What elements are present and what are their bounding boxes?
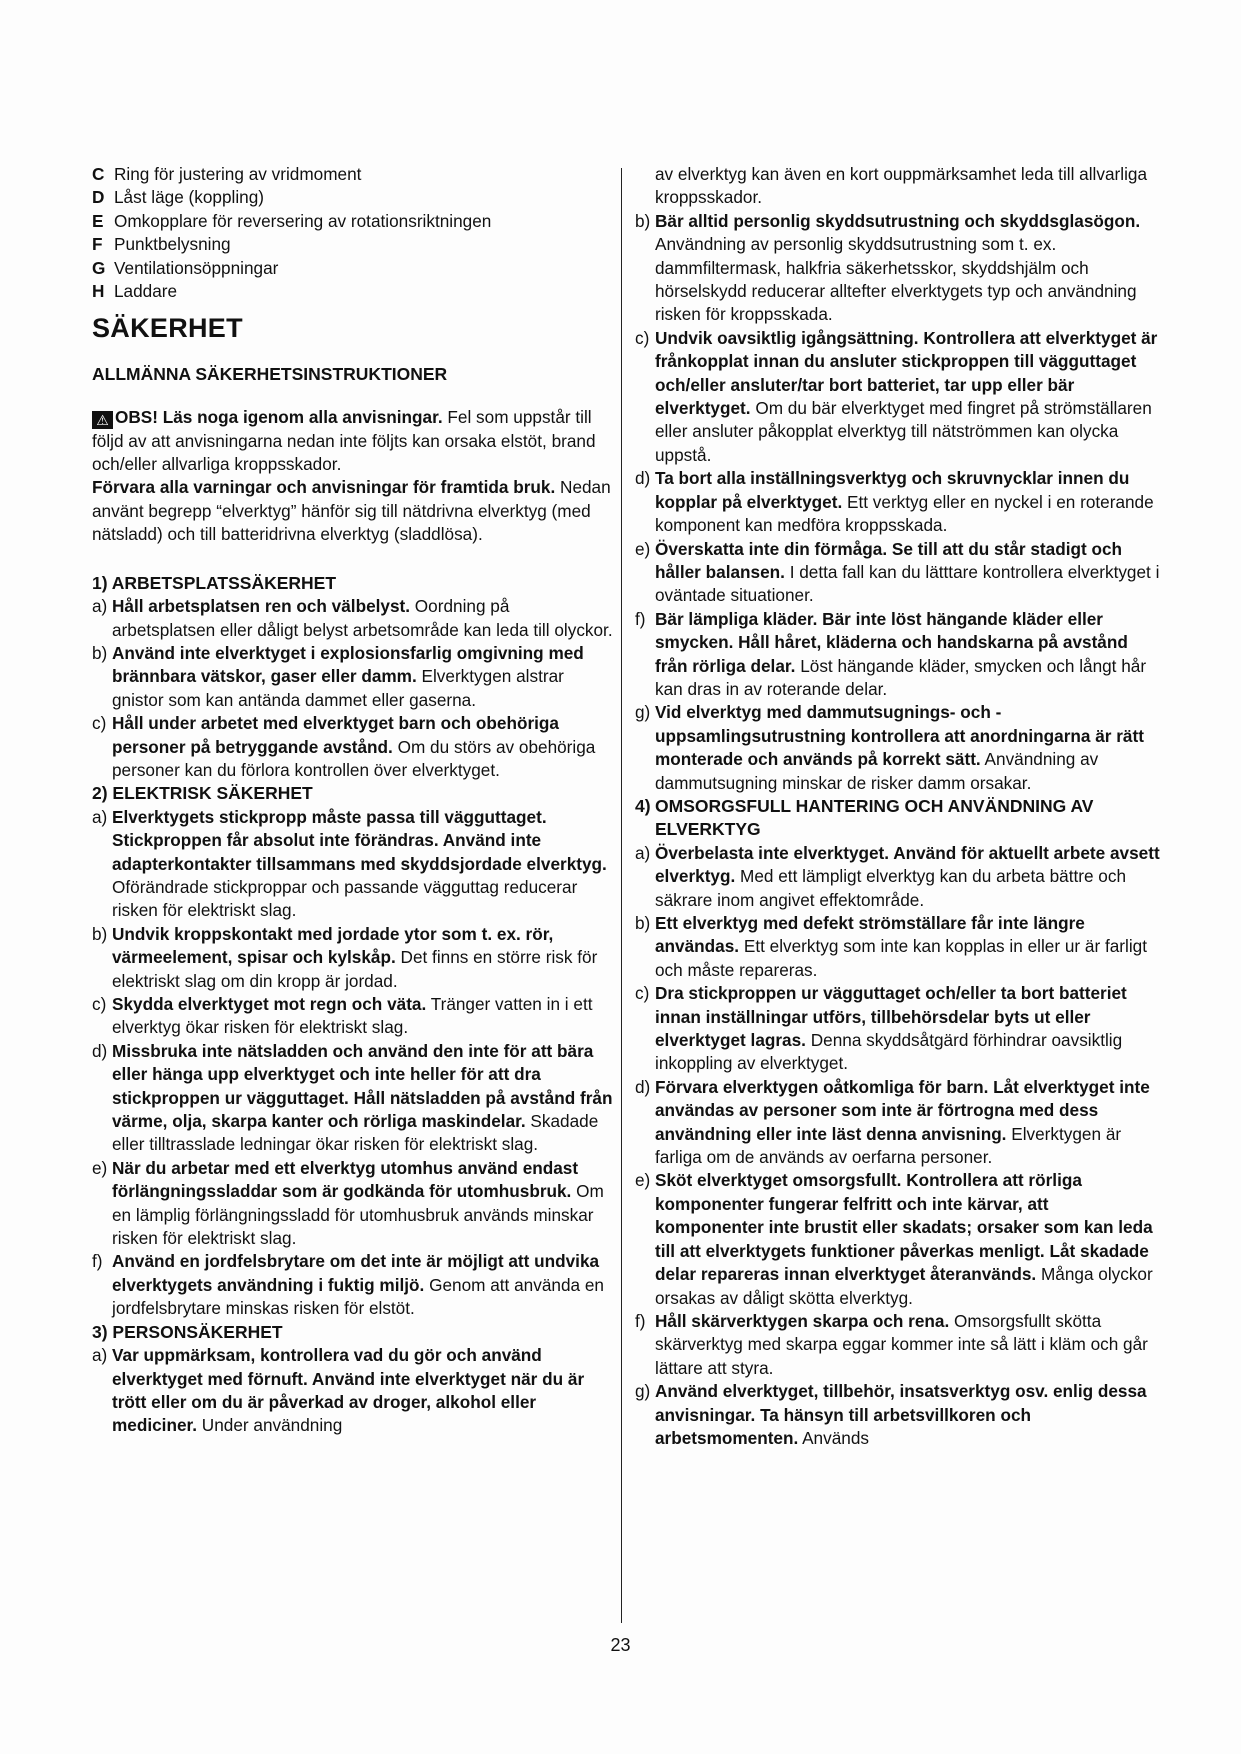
list-item [92, 233, 617, 256]
item-bold: Undvik kroppskontakt med jordade ytor som t. ex. rör, värmeelement, spisar och kylskåp. [112, 923, 554, 968]
list-item [92, 993, 617, 1040]
item-text: Oförändrade stickproppar och passande vägguttag reducerar risken för elektriskt slag. [112, 876, 578, 921]
item-bold: Elverktygets stickpropp måste passa till vägguttaget. Stickproppen får absolut inte förändras. Använd inte adapterkontakter tillsammans med skyddsjordade elverktyg. [112, 806, 607, 874]
list-item [635, 842, 1160, 912]
item-bold: Överskatta inte din förmåga. Se till att du står stadigt och håller balansen. [655, 538, 1123, 582]
part-key: E [92, 210, 104, 231]
list-item [635, 1380, 1160, 1450]
intro-paragraph [92, 406, 617, 546]
item-letter: f) [635, 608, 646, 629]
part-key: D [92, 187, 105, 208]
item-bold: Skydda elverktyget mot regn och väta. [112, 994, 427, 1014]
item-text: Ett verktyg eller en nyckel i en roterande komponent kan medföra kroppsskada. [655, 491, 1154, 536]
list-item [92, 1250, 617, 1320]
item-bold: Använd elverktyget, tillbehör, insatsverktyg osv. enlig dessa anvisningar. Ta hänsyn till arbetsvillkoren och arbetsmomenten. [655, 1381, 1147, 1448]
section-title-3: 3) PERSONSÄKERHET [92, 1321, 283, 1342]
intro-keep-bold: Förvara alla varningar och anvisningar för framtida bruk. [92, 477, 556, 498]
item-letter: d) [635, 1076, 651, 1097]
continued-text: av elverktyg kan även en kort ouppmärksamhet leda till allvarliga kroppsskador. [655, 164, 1148, 208]
section-subheading: ALLMÄNNA SÄKERHETSINSTRUKTIONER [92, 363, 448, 384]
part-key: H [92, 281, 105, 302]
section-number: 4) [635, 795, 651, 816]
item-bold: Håll arbetsplatsen ren och välbelyst. [112, 596, 411, 617]
page-number: 23 [610, 1635, 631, 1655]
item-text: Tränger vatten in i ett elverktyg ökar risken för elektriskt slag. [112, 994, 593, 1038]
item-letter: e) [635, 1170, 651, 1191]
intro-warning-bold: OBS! Läs noga igenom alla anvisningar. [115, 407, 443, 428]
item-text: Många olyckor orsakas av dåligt skötta elverktyg. [655, 1264, 1153, 1308]
list-item [92, 1344, 617, 1438]
list-item [635, 1169, 1160, 1309]
part-key: C [92, 164, 105, 184]
item-letter: e) [92, 1157, 108, 1178]
list-item [92, 1040, 617, 1157]
list-item [635, 210, 1160, 327]
item-letter: d) [635, 468, 651, 489]
list-item [92, 210, 617, 233]
item-text: Med ett lämpligt elverktyg kan du arbeta bättre och säkrare inom angivet effektområde. [655, 866, 1127, 910]
item-letter: a) [92, 806, 108, 827]
item-bold: Bär alltid personlig skyddsutrustning och skyddsglasögon. [655, 210, 1141, 231]
list-item [635, 1310, 1160, 1380]
warning-icon: ⚠ [92, 411, 113, 429]
item-letter: c) [92, 994, 107, 1014]
list-item [635, 982, 1160, 1076]
section-title-text: OMSORGSFULL HANTERING OCH ANVÄNDNING AV ELVERKTYG [655, 795, 1094, 840]
column-divider [621, 168, 622, 1623]
item-text: I detta fall kan du lätttare kontrollera elverktyget i oväntade situationer. [655, 561, 1160, 606]
item-text: Användning av personlig skyddsutrustning som t. ex. dammfiltermask, halkfria säkerhetsskor, skyddshjälm och hörselskydd reducerar alltefter elverktygets typ och användning risken för kroppsskada. [655, 234, 1137, 325]
item-text: Ett elverktyg som inte kan kopplas in eller ur är farligt och måste repareras. [655, 936, 1147, 980]
item-bold: Undvik oavsiktlig igångsättning. Kontrollera att elverktyget är frånkopplat innan du ansluter stickproppen till vägguttaget och/eller ansluter/tar bort batteriet, tar upp eller bär elverktyget. [655, 327, 1158, 419]
item-letter: b) [635, 913, 651, 933]
right-column [635, 163, 1160, 1450]
item-letter: g) [635, 1381, 651, 1402]
item-bold: Var uppmärksam, kontrollera vad du gör och använd elverktyget med förnuft. Använd inte elverktyget när du är trött eller om du är påverkad av droger, alkohol eller mediciner. [112, 1345, 585, 1436]
part-text: Punktbelysning [114, 234, 231, 255]
list-item [92, 642, 617, 712]
section-title-4 [635, 795, 1160, 842]
item-text: Under användning [197, 1415, 343, 1436]
item-letter: b) [92, 642, 108, 663]
item-letter: e) [635, 538, 651, 559]
item-letter: f) [635, 1310, 646, 1331]
item-letter: c) [92, 713, 107, 734]
item-bold: Ett elverktyg med defekt strömställare får inte längre användas. [655, 913, 1085, 957]
item-letter: a) [92, 596, 108, 617]
list-item [92, 1157, 617, 1251]
section-title-1: 1) ARBETSPLATSSÄKERHET [92, 572, 337, 593]
item-bold: Använd en jordfelsbrytare om det inte är möjligt att undvika elverktygets användning i fuktig miljö. [112, 1251, 600, 1295]
item-bold: Bär lämpliga kläder. Bär inte löst hängande kläder eller smycken. Håll håret, kläderna och handskarna på avstånd från rörliga delar. [655, 608, 1128, 676]
list-item [92, 923, 617, 993]
item-letter: d) [92, 1040, 108, 1061]
list-item [92, 280, 617, 303]
list-item [635, 538, 1160, 608]
item-bold: Vid elverktyg med dammutsugnings- och -uppsamlingsutrustning kontrollera att anordningarna är rätt monterade och används på korrekt sätt. [655, 702, 1144, 770]
item-text: Om en lämplig förlängningssladd för utomhusbruk används minskar risken för elektriskt slag. [112, 1181, 604, 1249]
list-item [92, 186, 617, 209]
list-item [635, 608, 1160, 702]
intro-keep-text: Nedan använt begrepp “elverktyg” hänför sig till nätdrivna elverktyg (med nätsladd) och till batteridrivna elverktyg (sladdlösa). [92, 477, 611, 545]
part-text: Omkopplare för reversering av rotationsriktningen [114, 210, 492, 231]
part-text: Ring för justering av vridmoment [114, 164, 362, 184]
item-text: Omsorgsfullt skötta skärverktyg med skarpa eggar kommer inte så lätt i kläm och går lättare att styra. [655, 1310, 1148, 1378]
item-letter: f) [92, 1251, 103, 1272]
item-text: Om du störs av obehöriga personer kan du förlora kontrollen över elverktyget. [112, 736, 596, 780]
item-text: Denna skyddsåtgärd förhindrar oavsiktlig inkoppling av elverktyget. [655, 1030, 1123, 1074]
section-title-2: 2) ELEKTRISK SÄKERHET [92, 783, 313, 804]
item-letter: g) [635, 702, 651, 723]
part-text: Ventilationsöppningar [114, 257, 279, 278]
parts-list [92, 163, 617, 303]
item-text: Löst hängande kläder, smycken och långt hår kan dras in av roterande delar. [655, 655, 1147, 699]
item-bold: Dra stickproppen ur vägguttaget och/eller ta bort batteriet innan inställningar utförs, tillbehörsdelar byts ut eller elverktyget lagras. [655, 983, 1127, 1051]
list-item [92, 806, 617, 923]
list-item [92, 595, 617, 642]
list-item [92, 163, 617, 186]
item-bold: Förvara elverktygen oåtkomliga för barn. Låt elverktyget inte användas av personer som inte är förtrogna med dess användning eller inte läst denna anvisning. [655, 1076, 1150, 1144]
item-bold: Sköt elverktyget omsorgsfullt. Kontrollera att rörliga komponenter fungerar felfritt och inte kärvar, att komponenter inte brustit eller skadats; orsaker som kan leda till att elverktygets funktioner påverkas menligt. Låt skadade delar repareras innan elverktyget återanvänds. [655, 1170, 1153, 1285]
item-bold: Överbelasta inte elverktyget. Använd för aktuellt arbete avsett elverktyg. [655, 842, 1160, 887]
item-bold: När du arbetar med ett elverktyg utomhus använd endast förlängningssladdar som är godkända för utomhusbruk. [112, 1157, 579, 1202]
item-text: Elverktygen är farliga om de används av oerfarna personer. [655, 1123, 1122, 1168]
item-text: Användning av dammutsugning minskar de risker damm orsakar. [655, 749, 1099, 793]
intro-warning-text: Fel som uppstår till följd av att anvisningarna nedan inte följts kan orsaka elstöt, brand och/eller allvarliga kroppsskador. [92, 407, 596, 475]
item-text: Elverktygen alstrar gnistor som kan antända dammet eller gaserna. [112, 666, 564, 710]
list-item [92, 712, 617, 782]
item-bold: Håll skärverktygen skarpa och rena. [655, 1310, 950, 1331]
item-letter: b) [635, 210, 651, 231]
item-text: Skadade eller tilltrasslade ledningar ökar risken för elektriskt slag. [112, 1111, 599, 1155]
item-text: Det finns en större risk för elektriskt slag om din kropp är jordad. [112, 947, 598, 991]
item-bold: Håll under arbetet med elverktyget barn och obehöriga personer på betryggande avstånd. [112, 713, 559, 757]
item-letter: c) [635, 983, 650, 1004]
item-text: Oordning på arbetsplatsen eller dåligt belyst arbetsområde kan leda till olyckor. [112, 596, 613, 640]
list-item [635, 1076, 1160, 1170]
list-item [92, 257, 617, 280]
item-letter: c) [635, 327, 650, 348]
item-letter: a) [92, 1345, 108, 1366]
item-text: Om du bär elverktyget med fingret på strömställaren eller ansluter påkopplat elverktyg till nätströmmen kan olycka uppstå. [655, 398, 1152, 465]
list-item [635, 701, 1160, 795]
list-item [635, 912, 1160, 982]
item-text: Används [798, 1427, 869, 1448]
item-bold: Använd inte elverktyget i explosionsfarlig omgivning med brännbara vätskor, gaser eller damm. [112, 642, 584, 687]
part-text: Låst läge (koppling) [114, 187, 265, 208]
item-bold: Ta bort alla inställningsverktyg och skruvnycklar innen du kopplar på elverktyget. [655, 468, 1130, 512]
page-title: SÄKERHET [92, 313, 243, 344]
item-letter: a) [635, 842, 651, 863]
list-item [635, 467, 1160, 537]
part-key: F [92, 234, 103, 255]
item-letter: b) [92, 923, 108, 944]
part-text: Laddare [114, 281, 178, 302]
left-column [92, 163, 617, 1438]
list-item [635, 327, 1160, 467]
item-text: Genom att använda en jordfelsbrytare minskas risken för elstöt. [112, 1274, 604, 1319]
part-key: G [92, 257, 106, 278]
item-bold: Missbruka inte nätsladden och använd den inte för att bära eller hänga upp elverktyget och inte heller för att dra stickproppen ur vägguttaget. Håll nätsladden på avstånd från värme, olja, skarpa kanter och rörliga maskindelar. [112, 1040, 613, 1132]
